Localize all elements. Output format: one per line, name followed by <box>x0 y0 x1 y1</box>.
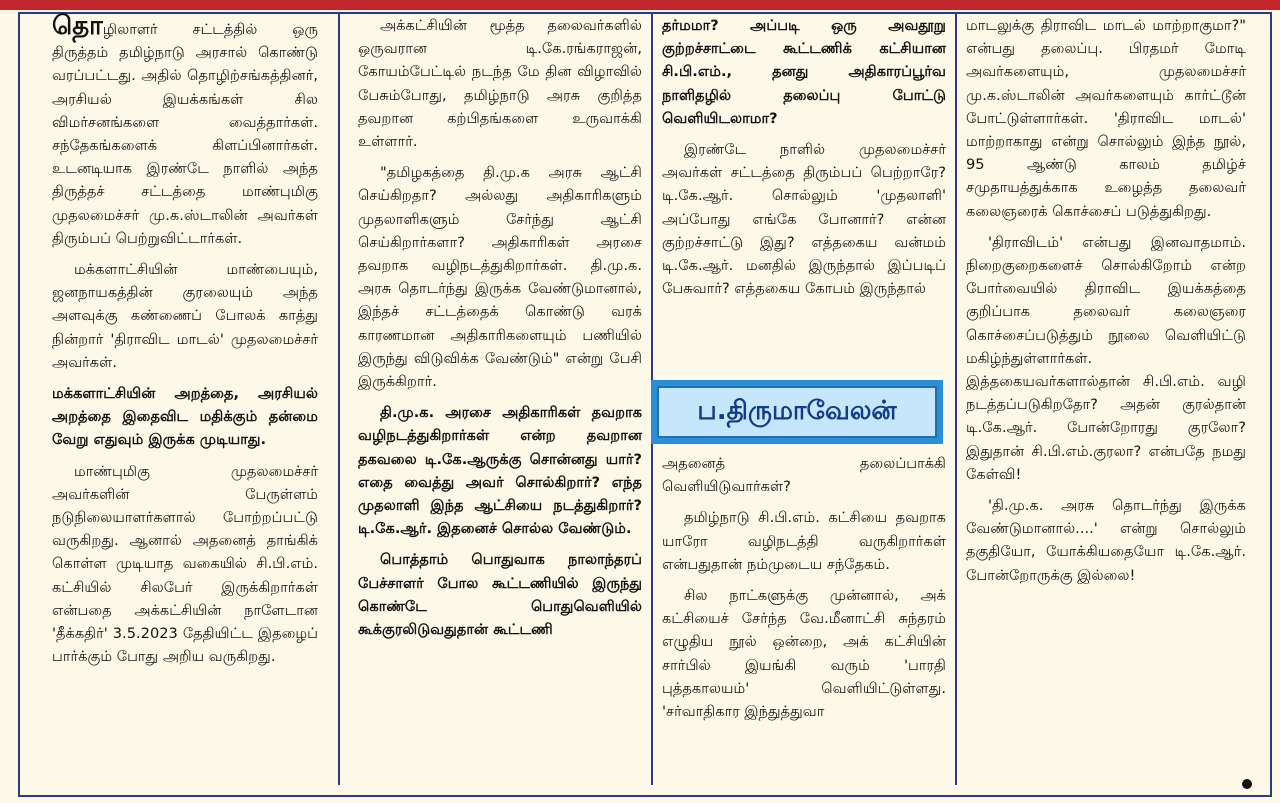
bold-paragraph: பொத்தாம் பொதுவாக நாலாந்தரப் பேச்சாளர் போல கூட்டணியில் இருந்து கொண்டே பொதுவெளியில் கூக்குரலிடுவதுதான் கூட்டணி <box>358 551 642 639</box>
author-byline-box <box>651 380 943 444</box>
bold-paragraph: மக்களாட்சியின் அறத்தை, அரசியல் அறத்தை இதைவிட மதிக்கும் தன்மை வேறு எதுவும் இருக்க முடியாது. <box>52 385 318 449</box>
paragraph <box>52 11 318 250</box>
column-1 <box>52 11 318 785</box>
column-3-lower <box>662 452 946 731</box>
paragraph-text: ழிலாளர் சட்டத்தில் ஒரு திருத்தம் தமிழ்நாடு அரசால் கொண்டு வரப்பட்டது. அதில் தொழிற்சங்கத்தினர், அரசியல் இயக்கங்கள் சில விமர்சனங்களை வைத்தார்கள். சந்தேகங்களைக் கிளப்பினார்கள். உடனடியாக இரண்டே நாளில் அந்த திருத்தச் சட்டத்தை மாண்புமிகு முதலமைச்சர் மு.க.ஸ்டாலின் அவர்கள் திரும்பப் பெற்றுவிட்டார்கள். <box>52 21 318 247</box>
drop-cap: தொ <box>52 11 103 41</box>
paragraph: மக்களாட்சியின் மாண்பையும், ஜனநாயகத்தின் குரலையும் அந்த அளவுக்கு கண்ணைப் போலக் காத்து நின்றார் 'திராவிட மாடல்' முதலமைச்சர் அவர்கள். <box>52 261 318 371</box>
column-2 <box>358 14 642 785</box>
column-4 <box>966 14 1246 785</box>
paragraph: "தமிழகத்தை தி.மு.க அரசு ஆட்சி செய்கிறதா? அல்லது அதிகாரிகளும் முதலாளிகளும் சேர்ந்து ஆட்சி செய்கிறார்களா? அதிகாரிகள் அரசை தவறாக வழிநடத்துகிறார்கள். தி.மு.க. அரசு தொடர்ந்து இருக்க வேண்டுமானால், இந்தச் சட்டத்தைக் கொண்டு வரக் காரணமான அதிகாரிகளையும் பணியில் இருந்து விடுவிக்க வேண்டும்" என்று பேசி இருக்கிறார். <box>358 164 642 391</box>
top-color-bar <box>0 0 1280 10</box>
paragraph: அக்கட்சியின் மூத்த தலைவர்களில் ஒருவரான டி.கே.ரங்கராஜன், கோயம்பேட்டில் நடந்த மே தின விழாவில் பேசும்போது, தமிழ்நாடு அரசு குறித்த தவறான கற்பிதங்களை உருவாக்கி உள்ளார். <box>358 17 642 151</box>
paragraph: மாண்புமிகு முதலமைச்சர் அவர்களின் பேருள்ளம் நடுநிலையாளர்களால் போற்றப்பட்டு வருகிறது. ஆனால் அதனைத் தாங்கிக் கொள்ள முடியாத வகையில் சி.பி.எம். கட்சியில் சிலபேர் இருக்கிறார்கள் என்பதை அக்கட்சியின் நாளேடான 'தீக்கதிர்' 3.5.2023 தேதியிட்ட இதழைப் பார்க்கும் போது அறிய வருகிறது. <box>52 462 318 666</box>
author-name: ப.திருமாவேலன் <box>657 386 937 438</box>
paragraph: அதனைத் தலைப்பாக்கி வெளியிடுவார்கள்? <box>662 455 946 496</box>
paragraph: மாடலுக்கு திராவிட மாடல் மாற்றாகுமா?" என்பது தலைப்பு. பிரதமர் மோடி அவர்களையும், முதலமைச்சர் மு.க.ஸ்டாலின் அவர்களையும் கார்ட்டூன் போட்டுள்ளார்கள். 'திராவிட மாடல்' மாற்றாகாது என்று சொல்லும் இந்த நூல், 95 ஆண்டு காலம் தமிழ்ச் சமுதாயத்துக்காக உழைத்த தலைவர் கலைஞரைக் கொச்சைப் படுத்துகிறது. <box>966 17 1246 220</box>
column-divider <box>955 14 957 785</box>
bold-paragraph: தர்மமா? அப்படி ஒரு அவதூறு குற்றச்சாட்டை கூட்டணிக் கட்சியான சி.பி.எம்., தனது அதிகாரப்பூர்வ நாளிதழில் தலைப்பு போட்டு வெளியிடலாமா? <box>662 17 946 127</box>
column-divider <box>338 14 340 785</box>
paragraph: 'தி.மு.க. அரசு தொடர்ந்து இருக்க வேண்டுமானால்....' என்று சொல்லும் தகுதியோ, யோக்கியதையோ டி.கே.ஆர். போன்றோருக்கு இல்லை! <box>966 497 1246 584</box>
end-mark-icon <box>1242 779 1252 789</box>
column-3-upper <box>662 14 946 374</box>
bold-paragraph: தி.மு.க. அரசை அதிகாரிகள் தவறாக வழிநடத்துகிறார்கள் என்ற தவறான தகவலை டி.கே.ஆருக்கு சொன்னது யார்? எதை வைத்து அவர் சொல்கிறார்? எந்த முதலாளி இந்த ஆட்சியை நடத்துகிறார்? டி.கே.ஆர். இதனைச் சொல்ல வேண்டும். <box>358 404 642 538</box>
paragraph: இரண்டே நாளில் முதலமைச்சர் அவர்கள் சட்டத்தை திரும்பப் பெற்றாரே? டி.கே.ஆர். சொல்லும் 'முதலாளி' அப்போது எங்கே போனார்? என்ன குற்றச்சாட்டு இது? எத்தகைய வன்மம் டி.கே.ஆர். மனதில் இருந்தால் இப்படிப் பேசுவார்? எத்தகைய கோபம் இருந்தால் <box>662 141 946 298</box>
paragraph: சில நாட்களுக்கு முன்னால், அக் கட்சியைச் சேர்ந்த வே.மீனாட்சி சுந்தரம் எழுதிய நூல் ஒன்றை, அக் கட்சியின் சார்பில் இயங்கி வரும் 'பாரதி புத்தகாலயம்' வெளியிட்டுள்ளது. 'சர்வாதிகார இந்துத்துவா <box>662 587 946 721</box>
paragraph: தமிழ்நாடு சி.பி.எம். கட்சியை தவறாக யாரோ வழிநடத்தி வருகிறார்கள் என்பதுதான் நம்முடைய சந்தேகம். <box>662 509 946 573</box>
paragraph: 'திராவிடம்' என்பது இனவாதமாம். நிறைகுறைகளைச் சொல்கிறோம் என்ற போர்வையில் திராவிட இயக்கத்தை குறிப்பாக தலைவர் கலைஞரை கொச்சைப்படுத்தும் நூலை வெளியிட்டு மகிழ்ந்துள்ளார்கள். இத்தகையவர்களால்தான் சி.பி.எம். வழி நடத்தப்படுகிறதோ? அதன் குரல்தான் டி.கே.ஆர். போன்றோரது குரலோ? இதுதான் சி.பி.எம்.குரலா? என்பதே நமது கேள்வி! <box>966 233 1246 483</box>
